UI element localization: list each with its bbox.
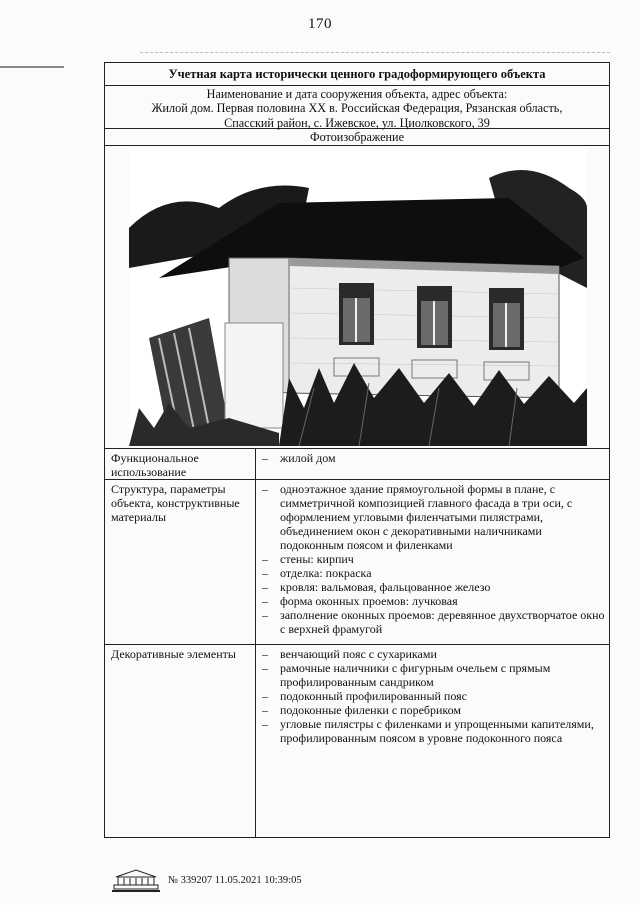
- list-item: – отделка: покраска: [262, 566, 372, 580]
- list-item: – жилой дом: [262, 451, 336, 465]
- house-photo: [129, 148, 587, 446]
- dash-icon: –: [262, 594, 268, 608]
- list-item: – одноэтажное здание прямоугольной формы в плане, с симметричной композицией главного фасада в три оси, с оформлением угловыми филенчатыми пилястрами, объединением окон с декоративными наличниками подоконным поясом и филенками: [262, 482, 573, 552]
- row-label-structure: Структура, параметры объекта, конструктивные материалы: [105, 480, 256, 644]
- dash-icon: –: [262, 717, 268, 731]
- row-content-decorative: [256, 645, 609, 837]
- row-content-functional: [256, 449, 609, 479]
- address-heading: Наименование и дата сооружения объекта, адрес объекта:: [206, 87, 508, 101]
- address-line-2: Спасский район, с. Ижевское, ул. Циолковского, 39: [224, 115, 490, 130]
- dash-icon: –: [262, 608, 268, 622]
- dash-icon: –: [262, 482, 268, 496]
- dash-icon: –: [262, 647, 268, 661]
- dash-icon: –: [262, 580, 268, 594]
- list-item: – угловые пилястры с филенками и упрощенными капителями, профилированным поясом в уровне подоконного пояса: [262, 717, 594, 745]
- dash-icon: –: [262, 661, 268, 675]
- list-item: – венчающий пояс с сухариками: [262, 647, 437, 661]
- registration-card: [104, 62, 610, 838]
- dash-icon: –: [262, 451, 268, 465]
- row-content-structure: [256, 480, 609, 644]
- dash-icon: –: [262, 552, 268, 566]
- row-label-functional: Функциональное использование: [105, 449, 256, 479]
- list-item: – заполнение оконных проемов: деревянное двухстворчатое окно с верхней фрамугой: [262, 608, 605, 636]
- list-item: – подоконный профилированный пояс: [262, 689, 467, 703]
- list-item: – подоконные филенки с поребриком: [262, 703, 462, 717]
- address-block: [105, 86, 609, 129]
- dash-icon: –: [262, 689, 268, 703]
- card-title: Учетная карта исторически ценного градоформирующего объекта: [105, 63, 609, 86]
- scan-artifact-mark: [0, 66, 64, 68]
- government-building-logo-icon: [110, 867, 162, 893]
- list-item: – форма оконных проемов: лучковая: [262, 594, 458, 608]
- row-label-decorative: Декоративные элементы: [105, 645, 256, 837]
- row-functional: [105, 449, 609, 480]
- row-structure: [105, 480, 609, 645]
- document-number: № 339207 11.05.2021 10:39:05: [168, 874, 302, 886]
- dash-icon: –: [262, 566, 268, 580]
- page-number: 170: [308, 16, 332, 32]
- row-decorative: [105, 645, 609, 837]
- address-line-1: Жилой дом. Первая половина XX в. Российская Федерация, Рязанская область,: [151, 101, 563, 116]
- list-item: – кровля: вальмовая, фальцованное железо: [262, 580, 491, 594]
- dash-icon: –: [262, 703, 268, 717]
- list-item: – рамочные наличники с фигурным очельем с прямым профилированным сандриком: [262, 661, 551, 689]
- photo-cell: [105, 146, 609, 449]
- footer: [110, 867, 302, 893]
- photo-label: Фотоизображение: [105, 129, 609, 146]
- scan-artifact-line: [140, 52, 610, 55]
- list-item: – стены: кирпич: [262, 552, 354, 566]
